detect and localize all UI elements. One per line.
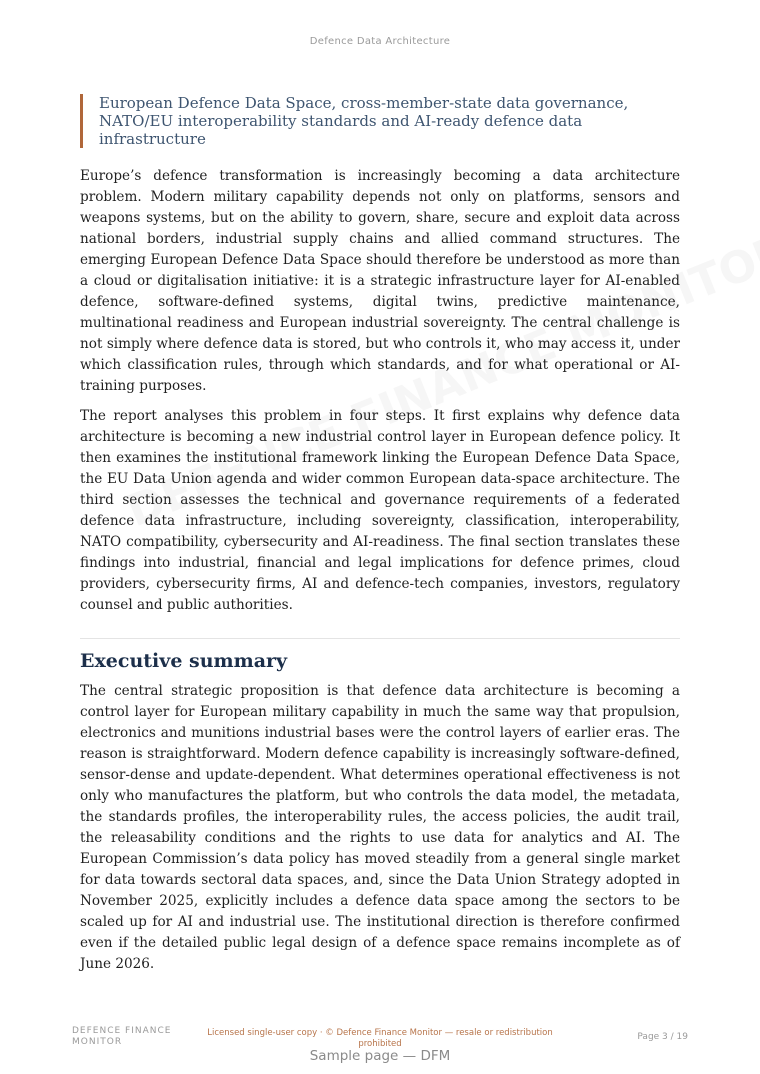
- executive-summary-paragraph-1: The central strategic proposition is that defence data architecture is becoming a control layer for European military capability in much the same way that propulsion, electronics and munitions industrial bases were the control layers of earlier eras. The reason is straightforward. Modern defence capability is increasingly software-defined, sensor-dense and update-dependent. What determines operational effectiveness is not only who manufactures the platform, but who controls the data model, the metadata, the standards profiles, the interoperability rules, the access policies, the audit trail, the releasability conditions and the rights to use data for analytics and AI. The European Commission’s data policy has moved steadily from a general single market for data towards sectoral data spaces, and, since the Data Union Strategy adopted in November 2025, explicitly includes a defence data space among the sectors to be scaled up for AI and industrial use. The institutional direction is therefore confirmed even if the detailed public legal design of a defence space remains incomplete as of June 2026.: [80, 683, 680, 972]
- intro-paragraph-1: Europe’s defence transformation is increasingly becoming a data architecture problem. Modern military capability depends not only on platforms, sensors and weapons systems, but on the ability to govern, share, secure and exploit data across national borders, industrial supply chains and allied command structures. The emerging European Defence Data Space should therefore be understood as more than a cloud or digitalisation initiative: it is a strategic infrastructure layer for AI-enabled defence, software-defined systems, digital twins, predictive maintenance, multinational readiness and European industrial sovereignty. The central challenge is not simply where defence data is stored, but who controls it, who may access it, under which classification rules, through which standards, and for what operational or AI-training purposes.: [80, 168, 680, 394]
- sample-page-note: Sample page — DFM: [309, 1048, 451, 1064]
- section-divider: [80, 638, 680, 639]
- page-content: [80, 94, 680, 984]
- footer-publisher: DEFENCE FINANCE MONITOR: [72, 1026, 172, 1047]
- intro-paragraph-2: The report analyses this problem in four steps. It first explains why defence data architecture is becoming a new industrial control layer in European defence policy. It then examines the institutional framework linking the European Defence Data Space, the EU Data Union agenda and wider common European data-space architecture. The third section assesses the technical and governance requirements of a federated defence data infrastructure, including sovereignty, classification, interoperability, NATO compatibility, cybersecurity and AI-readiness. The final section translates these findings into industrial, financial and legal implications for defence primes, cloud providers, cybersecurity firms, AI and defence-tech companies, investors, regulatory counsel and public authorities.: [80, 408, 680, 613]
- footer-license-notice: Licensed single-user copy · © Defence Finance Monitor — resale or redistribution prohibited: [207, 1028, 553, 1049]
- running-header: Defence Data Architecture: [309, 36, 451, 47]
- section-heading-executive-summary: Executive summary: [80, 650, 288, 672]
- footer-page-number: Page 3 / 19: [637, 1032, 688, 1042]
- report-subtitle: European Defence Data Space, cross-member-state data governance, NATO/EU interoperability standards and AI-ready defence data infrastructure: [80, 94, 680, 148]
